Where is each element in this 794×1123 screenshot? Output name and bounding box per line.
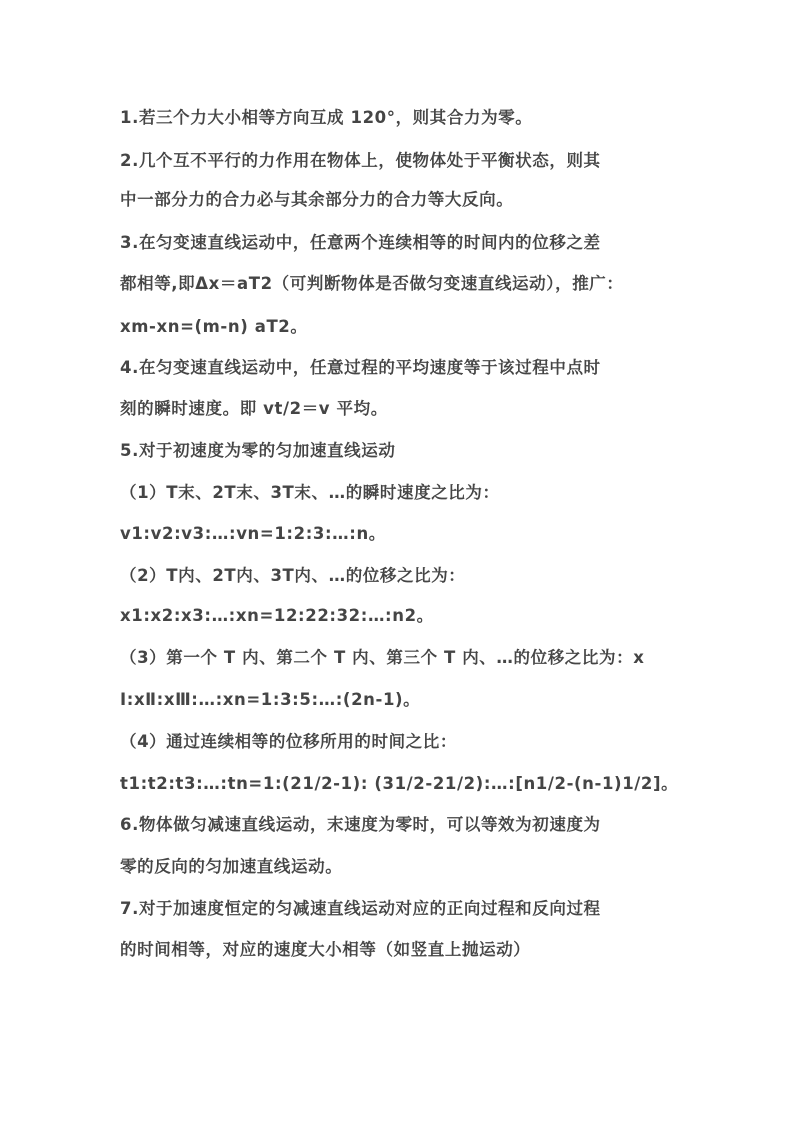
text-line-3: 中一部分力的合力必与其余部分力的合力等大反向。 [120, 190, 514, 209]
text-line-5: 都相等,即Δx＝aT2（可判断物体是否做匀变速直线运动），推广： [120, 274, 624, 293]
text-line-16: （4）通过连续相等的位移所用的时间之比： [120, 732, 457, 751]
text-line-9: 5.对于初速度为零的匀加速直线运动 [120, 441, 396, 460]
text-line-4: 3.在匀变速直线运动中，任意两个连续相等的时间内的位移之差 [120, 233, 601, 252]
text-line-20: 7.对于加速度恒定的匀减速直线运动对应的正向过程和反向过程 [120, 899, 601, 918]
text-line-8: 刻的瞬时速度。即 vt/2＝v 平均。 [120, 399, 388, 418]
text-line-13: x1:x2:x3:…:xn=12:22:32:…:n2。 [120, 606, 434, 625]
text-line-19: 零的反向的匀加速直线运动。 [120, 857, 343, 876]
text-line-11: v1:v2:v3:…:vn=1:2:3:…:n。 [120, 524, 386, 543]
text-line-1: 1.若三个力大小相等方向互成 120°，则其合力为零。 [120, 108, 533, 127]
text-line-14: （3）第一个 T 内、第二个 T 内、第三个 T 内、…的位移之比为：x [120, 648, 645, 667]
text-line-18: 6.物体做匀减速直线运动，末速度为零时，可以等效为初速度为 [120, 815, 601, 834]
text-line-6: xm-xn=(m-n) aT2。 [120, 317, 308, 336]
text-line-21: 的时间相等，对应的速度大小相等（如竖直上抛运动） [120, 940, 531, 959]
text-line-12: （2）T内、2T内、3T内、…的位移之比为： [120, 566, 466, 585]
text-line-7: 4.在匀变速直线运动中，任意过程的平均速度等于该过程中点时 [120, 358, 601, 377]
text-line-15: Ⅰ:xⅡ:xⅢ:…:xn=1:3:5:…:(2n-1)。 [120, 690, 421, 709]
text-line-2: 2.几个互不平行的力作用在物体上，使物体处于平衡状态，则其 [120, 151, 601, 170]
text-line-10-content: （1）T末、2T末、3T末、…的瞬时速度之比为： [120, 483, 500, 502]
text-line-17: t1:t2:t3:…:tn=1:(21/2-1): (31/2-21/2):…:[n1/2-(n-1)1/2]。 [120, 774, 679, 793]
text-line-10 [120, 482, 664, 504]
